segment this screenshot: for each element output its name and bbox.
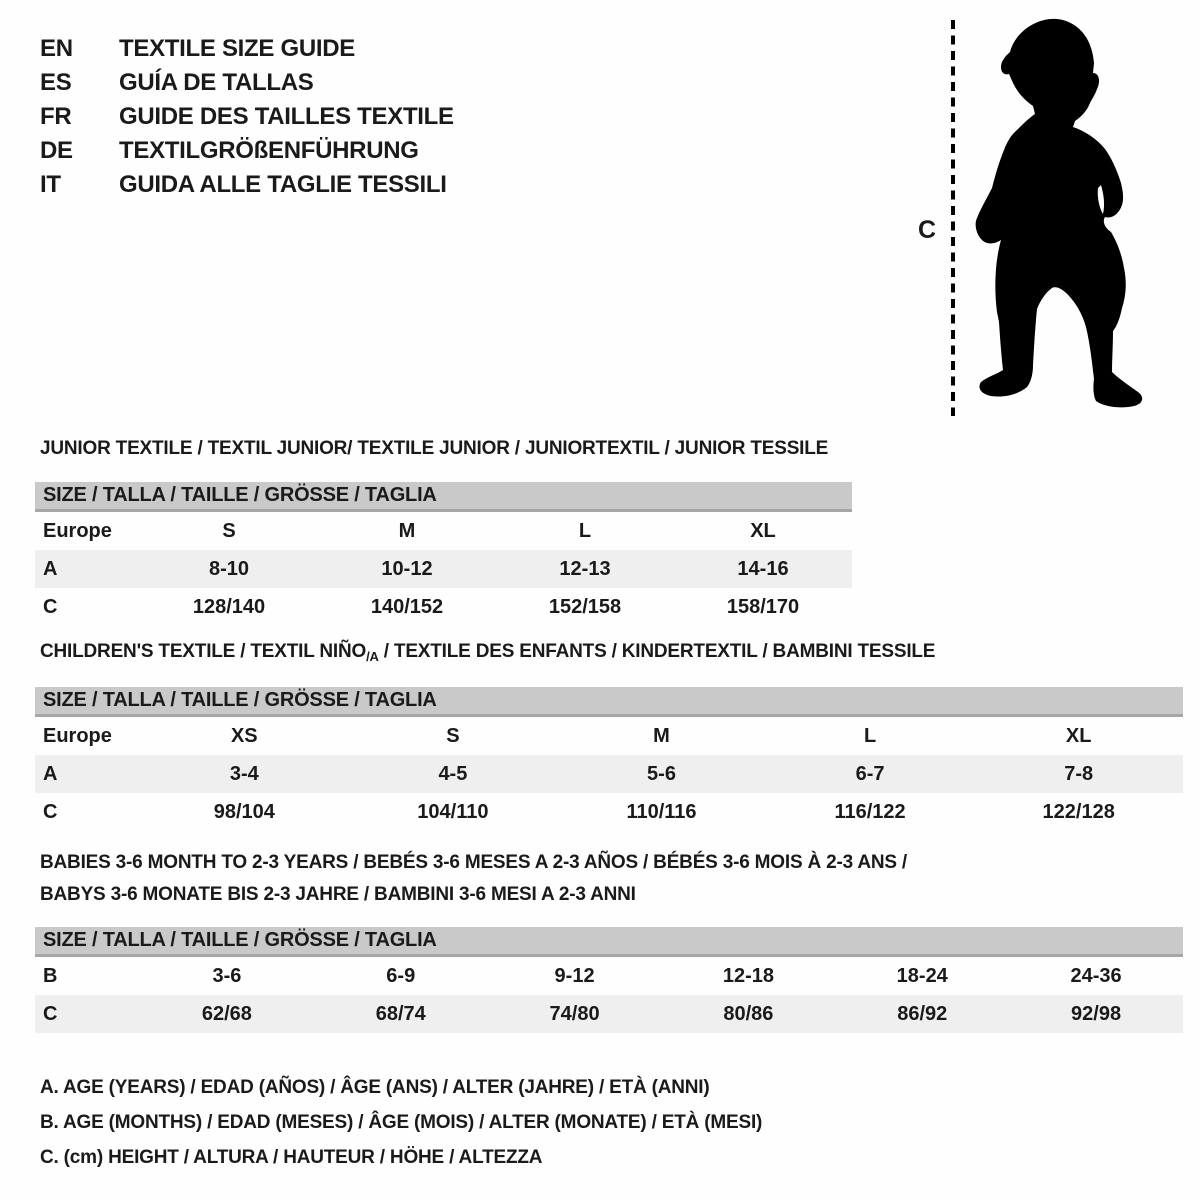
size-cell: 140/152 [370, 596, 444, 618]
size-header-bar: SIZE / TALLA / TAILLE / GRÖSSE / TAGLIA [35, 927, 1183, 957]
lang-row-it [40, 168, 454, 202]
size-cell: 14-16 [737, 558, 789, 580]
lang-code: ES [40, 69, 72, 96]
size-cell: 12-18 [722, 965, 774, 987]
size-cell: XS [230, 725, 258, 747]
size-cell: 6-9 [386, 965, 416, 987]
lang-row-de [40, 134, 454, 168]
size-cell: 68/74 [375, 1003, 426, 1025]
lang-label: GUIDA ALLE TAGLIE TESSILI [119, 171, 447, 198]
table-row [35, 793, 1183, 831]
row-label: A [43, 558, 58, 580]
row-label: B [43, 965, 58, 987]
size-cell: 5-6 [647, 763, 676, 785]
size-cell: 104/110 [417, 801, 489, 823]
table-row [35, 957, 1183, 995]
table-row [35, 755, 1183, 793]
table-row [35, 550, 852, 588]
size-cell: S [222, 520, 236, 542]
lang-code: EN [40, 35, 73, 62]
size-cell: 74/80 [549, 1003, 600, 1025]
babies-section-title [40, 847, 907, 911]
size-cell: 152/158 [548, 596, 622, 618]
row-label: A [43, 763, 58, 785]
children-size-table [35, 687, 1183, 831]
lang-row-en [40, 32, 454, 66]
size-cell: 116/122 [834, 801, 906, 823]
size-cell: L [578, 520, 592, 542]
table-row [35, 512, 852, 550]
size-header-bar: SIZE / TALLA / TAILLE / GRÖSSE / TAGLIA [35, 687, 1183, 717]
size-cell: M [653, 725, 670, 747]
babies-size-table [35, 927, 1183, 1033]
lang-row-fr [40, 100, 454, 134]
size-cell: M [398, 520, 416, 542]
size-cell: 4-5 [438, 763, 468, 785]
size-cell: XL [750, 520, 776, 542]
lang-label: GUIDE DES TAILLES TEXTILE [119, 103, 454, 130]
baby-silhouette-figure [935, 12, 1160, 424]
size-cell: 18-24 [896, 965, 948, 987]
lang-row-es [40, 66, 454, 100]
lang-label: GUÍA DE TALLAS [119, 69, 314, 96]
language-list [40, 32, 454, 202]
row-label: C [43, 801, 58, 823]
size-cell: 12-13 [559, 558, 611, 580]
size-cell: 7-8 [1064, 763, 1094, 785]
measure-legend [40, 1070, 762, 1175]
size-cell: 80/86 [723, 1003, 774, 1025]
size-cell: 62/68 [201, 1003, 252, 1025]
size-cell: 158/170 [726, 596, 800, 618]
size-header-bar: SIZE / TALLA / TAILLE / GRÖSSE / TAGLIA [35, 482, 852, 512]
table-row [35, 995, 1183, 1033]
children-title-pre: CHILDREN'S TEXTILE / TEXTIL NIÑO [40, 641, 367, 662]
row-label: C [43, 596, 58, 618]
lang-code: FR [40, 103, 72, 130]
babies-title-line1: BABIES 3-6 MONTH TO 2-3 YEARS / BEBÉS 3-6 MESES A 2-3 AÑOS / BÉBÉS 3-6 MOIS À 2-3 ANS / [40, 852, 908, 873]
children-section-title [40, 641, 935, 664]
table-row [35, 717, 1183, 755]
size-cell: 128/140 [192, 596, 266, 618]
size-cell: 98/104 [213, 801, 275, 823]
size-cell: 8-10 [208, 558, 250, 580]
legend-line-a: A. AGE (YEARS) / EDAD (AÑOS) / ÂGE (ANS) / ALTER (JAHRE) / ETÀ (ANNI) [40, 1077, 710, 1098]
table-row [35, 588, 852, 626]
lang-code: DE [40, 137, 73, 164]
babies-title-line2: BABYS 3-6 MONATE BIS 2-3 JAHRE / BAMBINI 3-6 MESI A 2-3 ANNI [40, 884, 636, 905]
row-label: C [43, 1003, 58, 1025]
figure-measure-label: C [918, 216, 937, 244]
size-cell: 6-7 [855, 763, 885, 785]
legend-line-c: C. (cm) HEIGHT / ALTURA / HAUTEUR / HÖHE / ALTEZZA [40, 1147, 543, 1168]
children-title-sub: /A [366, 649, 379, 664]
size-cell: XL [1065, 725, 1092, 747]
size-cell: L [863, 725, 877, 747]
junior-size-table [35, 482, 852, 626]
lang-label: TEXTILGRÖßENFÜHRUNG [119, 137, 419, 164]
size-cell: 9-12 [554, 965, 595, 987]
size-cell: 92/98 [1071, 1003, 1122, 1025]
baby-silhouette-icon [976, 19, 1143, 408]
size-cell: 86/92 [897, 1003, 948, 1025]
lang-label: TEXTILE SIZE GUIDE [119, 35, 355, 62]
size-cell: 3-4 [229, 763, 259, 785]
size-cell: 24-36 [1070, 965, 1122, 987]
size-cell: S [446, 725, 460, 747]
legend-line-b: B. AGE (MONTHS) / EDAD (MESES) / ÂGE (MOIS) / ALTER (MONATE) / ETÀ (MESI) [40, 1112, 763, 1133]
size-cell: 3-6 [212, 965, 242, 987]
row-label: Europe [43, 520, 112, 542]
children-title-post: / TEXTILE DES ENFANTS / KINDERTEXTIL / BAMBINI TESSILE [378, 641, 936, 662]
row-label: Europe [43, 725, 112, 747]
size-cell: 10-12 [381, 558, 433, 580]
lang-code: IT [40, 171, 61, 198]
junior-section-title: JUNIOR TEXTILE / TEXTIL JUNIOR/ TEXTILE JUNIOR / JUNIORTEXTIL / JUNIOR TESSILE [40, 438, 829, 459]
size-cell: 110/116 [626, 801, 697, 823]
size-cell: 122/128 [1042, 801, 1115, 823]
